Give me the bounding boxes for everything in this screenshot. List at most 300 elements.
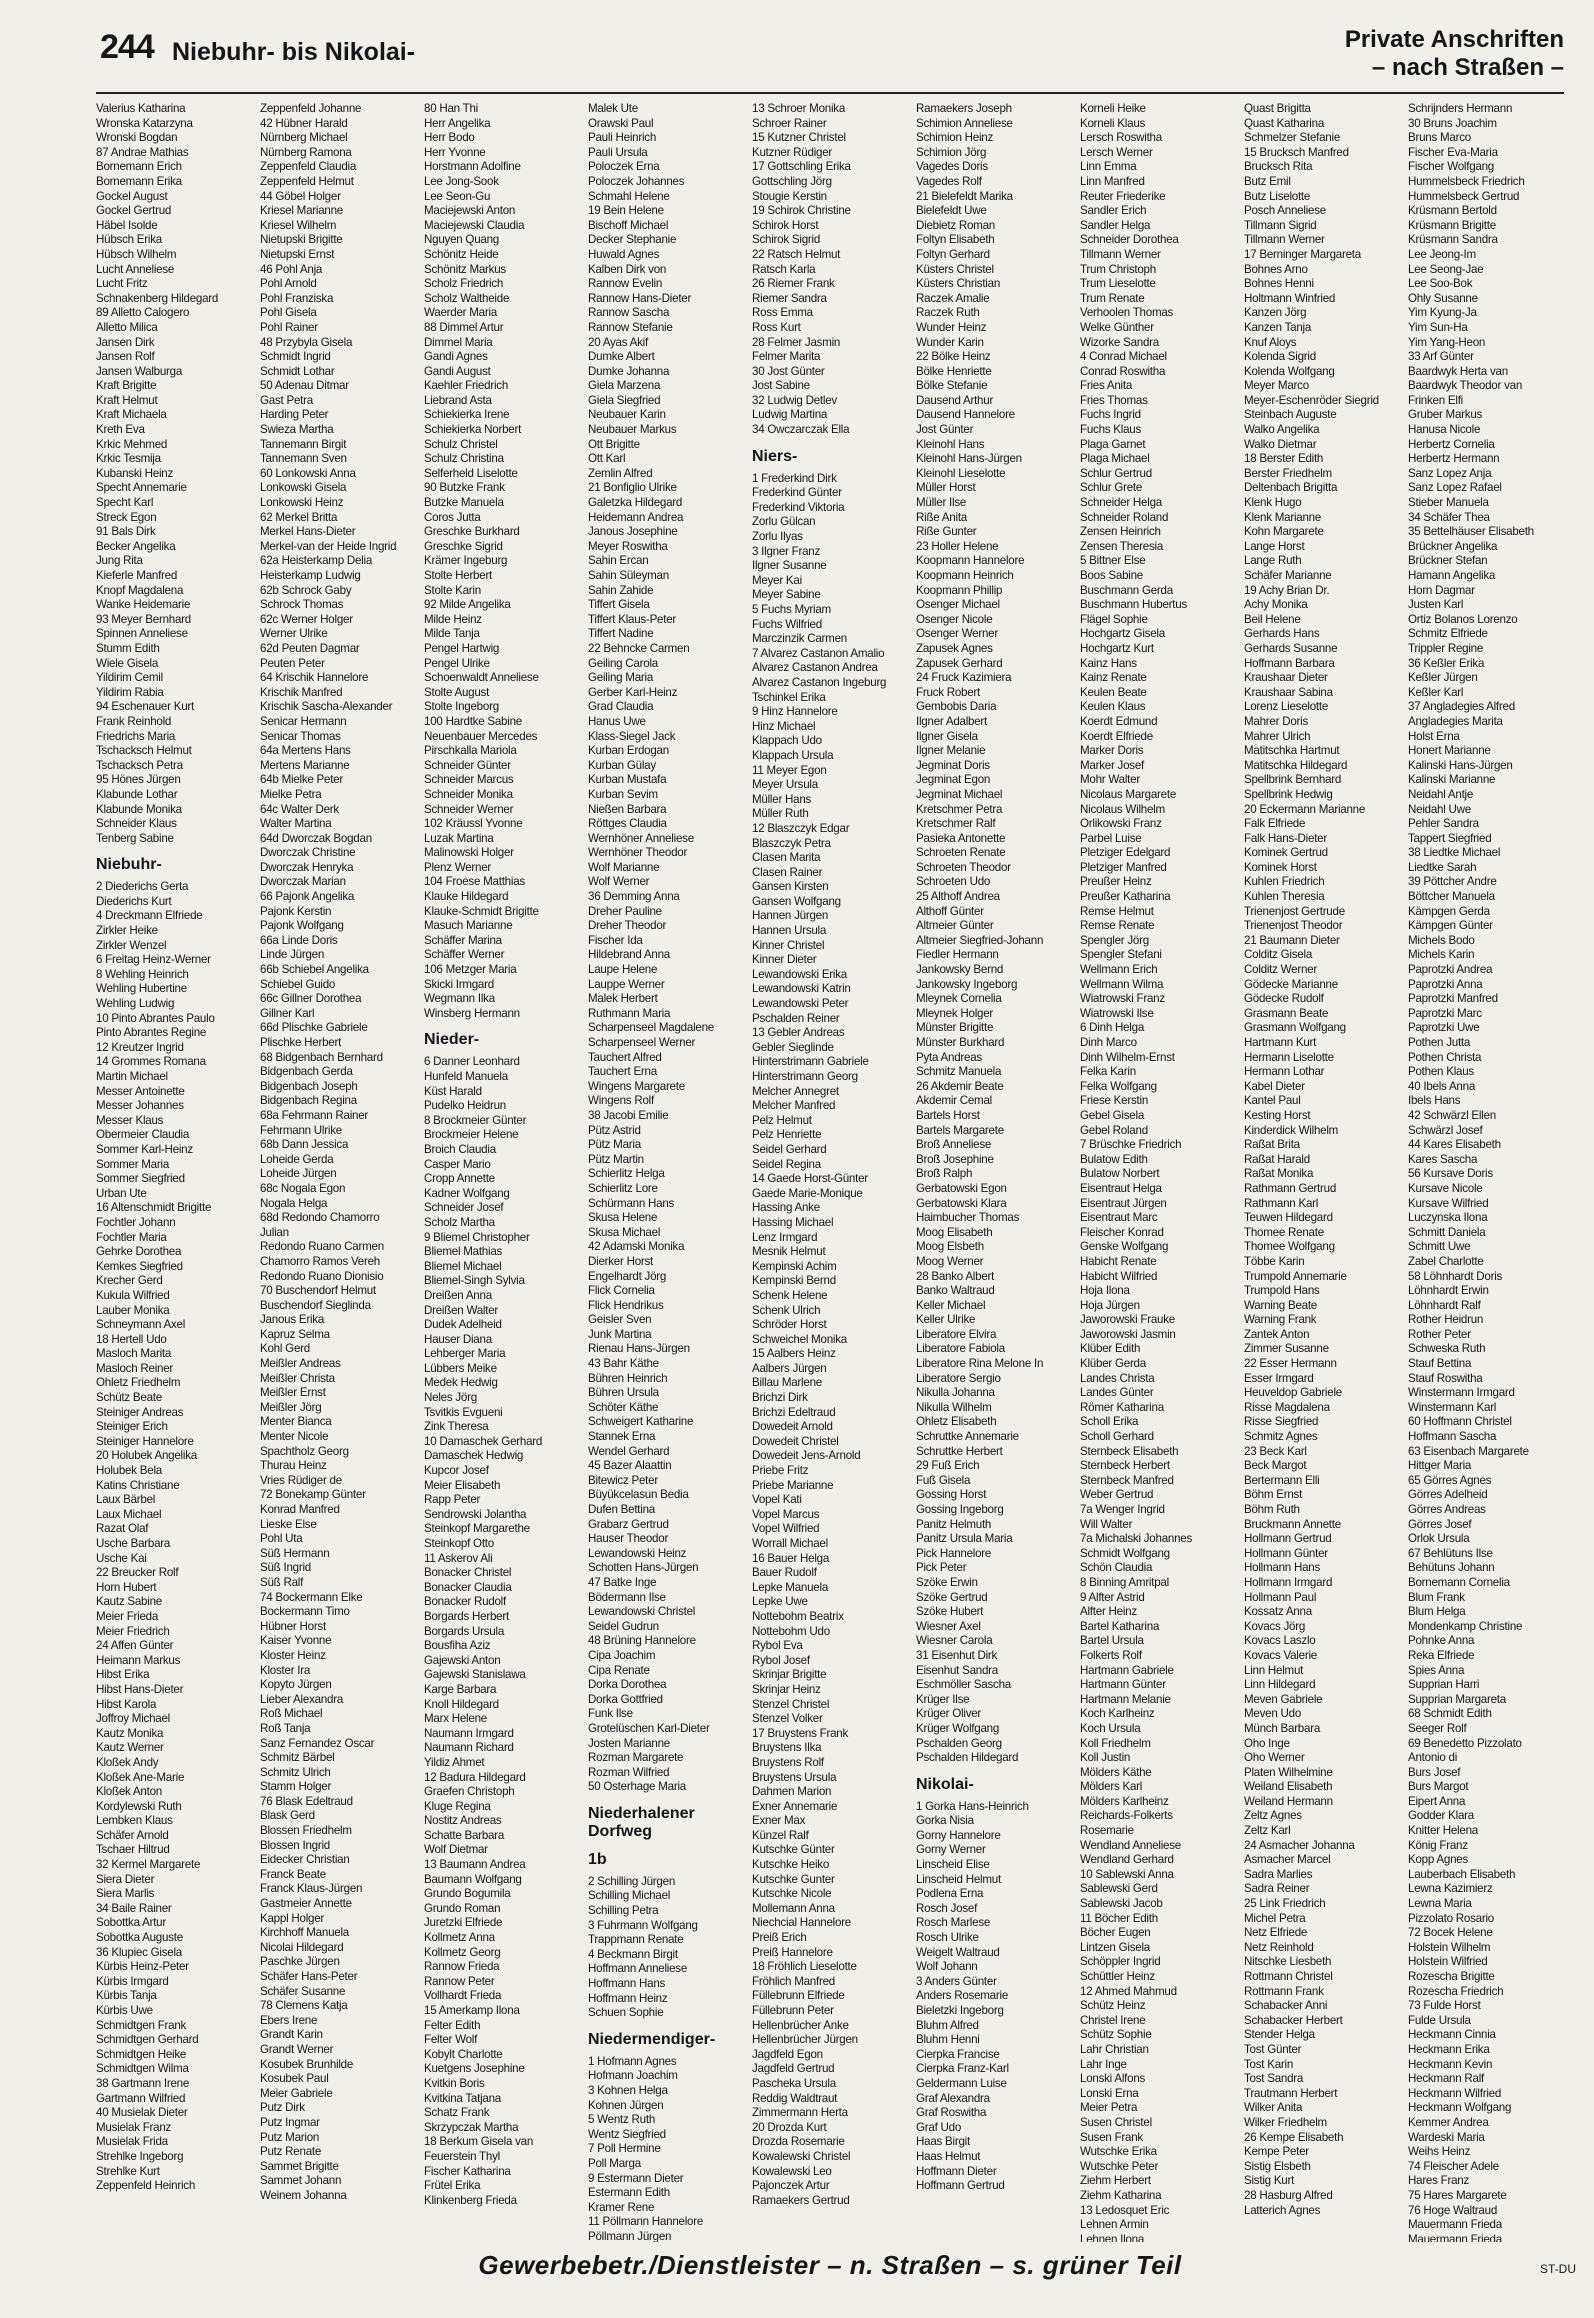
resident-entry: Schenk Helene [752, 1288, 828, 1302]
resident-entry: 40 Musielak Dieter [96, 2106, 188, 2120]
resident-entry: Kinderdick Wilhelm [1244, 1123, 1339, 1137]
resident-entry: Zeppenfeld Johanne [260, 102, 362, 115]
resident-entry: 30 Jost Günter [752, 364, 825, 378]
resident-entry: Schneider Günter [424, 758, 511, 772]
resident-entry: Blask Gerd [260, 1809, 315, 1823]
resident-entry: Bielefeldt Uwe [916, 204, 987, 218]
resident-entry: Frank Reinhold [96, 714, 172, 728]
resident-entry: Ohletz Elisabeth [916, 1415, 997, 1429]
resident-entry: 76 Blask Edeltraud [260, 1794, 353, 1808]
resident-entry: Nicolai Hildegard [260, 1940, 344, 1954]
resident-entry: Lewandowski Peter [752, 997, 849, 1011]
resident-entry: Baardwyk Theodor van [1408, 379, 1523, 393]
resident-entry: Fulde Ursula [1408, 2013, 1471, 2027]
resident-entry: Tschacksch Helmut [96, 744, 192, 758]
resident-entry: Trum Renate [1080, 291, 1145, 305]
resident-entry: Sablewski Jacob [1080, 1897, 1163, 1911]
resident-entry: Plaga Garnet [1080, 437, 1146, 451]
resident-entry: Panitz Ursula Maria [916, 1532, 1013, 1546]
resident-entry: Stannek Erna [588, 1430, 656, 1444]
resident-entry: Franck Klaus-Jürgen [260, 1882, 363, 1896]
resident-entry: Pirschkalla Mariola [424, 744, 517, 758]
resident-entry: Schruttke Herbert [916, 1444, 1003, 1458]
resident-entry: Fruck Robert [916, 685, 981, 699]
resident-entry: Ott Karl [588, 452, 626, 466]
resident-entry: 30 Bruns Joachim [1408, 116, 1497, 130]
resident-entry: Michel Petra [1244, 1911, 1306, 1925]
resident-entry: 92 Milde Angelika [424, 598, 511, 612]
resident-entry: Sahin Zahide [588, 583, 654, 597]
resident-entry: 2 Diederichs Gerta [96, 880, 189, 894]
resident-entry: 66a Linde Doris [260, 933, 338, 947]
resident-entry: Gorny Werner [916, 1843, 986, 1857]
resident-entry: Messer Klaus [96, 1113, 164, 1127]
resident-entry: Gajewski Stanislawa [424, 1668, 526, 1682]
resident-entry: Schatte Barbara [424, 1828, 505, 1842]
resident-entry: Wernhöner Anneliese [588, 831, 694, 845]
resident-entry: Schönitz Heide [424, 247, 499, 261]
resident-entry: Niechcial Hannelore [752, 1916, 852, 1930]
resident-entry: Lewandowski Christel [588, 1605, 696, 1619]
resident-entry: Bulatow Edith [1080, 1152, 1148, 1166]
resident-entry: Stougie Kerstin [752, 189, 827, 203]
resident-entry: Meyer Roswitha [588, 539, 668, 553]
resident-entry: Horstmann Adolfine [424, 160, 521, 174]
resident-entry: Ohletz Friedhelm [96, 1376, 181, 1390]
resident-entry: 76 Hoge Waltraud [1408, 2203, 1498, 2217]
resident-entry: Dowedeit Jens-Arnold [752, 1449, 861, 1463]
resident-entry: Schierlitz Lore [588, 1181, 658, 1195]
resident-entry: 106 Metzger Maria [424, 963, 517, 977]
resident-entry: Zorlu Gülcan [752, 515, 816, 529]
resident-entry: 40 Ibels Anna [1408, 1079, 1476, 1093]
resident-entry: Fuchs Ingrid [1080, 408, 1141, 422]
resident-entry: Kleinohl Hans-Jürgen [916, 452, 1022, 466]
resident-entry: 13 Baumann Andrea [424, 1858, 526, 1872]
resident-entry: 102 Kräussl Yvonne [424, 817, 523, 831]
directory-column [1244, 102, 1400, 2242]
resident-entry: Knitter Helena [1408, 1824, 1478, 1838]
resident-entry: Gorka Nisia [916, 1814, 974, 1828]
resident-entry: 39 Pöttcher Andre [1408, 875, 1497, 889]
resident-entry: Moog Werner [916, 1254, 984, 1268]
resident-entry: Sobottka Auguste [96, 1931, 183, 1945]
resident-entry: 48 Brüning Hannelore [588, 1634, 696, 1648]
resident-entry: Hoja Jürgen [1080, 1298, 1140, 1312]
resident-entry: Skusa Helene [588, 1211, 658, 1225]
resident-entry: Tost Karin [1244, 2057, 1294, 2071]
resident-entry: Krkic Tesmija [96, 452, 161, 466]
resident-entry: Holstein Wilhelm [1408, 1940, 1491, 1954]
resident-entry: Razat Olaf [96, 1522, 149, 1536]
resident-entry: Jegminat Egon [916, 773, 991, 787]
resident-entry: Hoffmann Sascha [1408, 1430, 1497, 1444]
resident-entry: Nikulla Johanna [916, 1386, 995, 1400]
resident-entry: Stamm Holger [260, 1780, 332, 1794]
resident-entry: 66b Schiebel Angelika [260, 963, 369, 977]
resident-entry: Kürbis Heinz-Peter [96, 1960, 189, 1974]
resident-entry: Lieske Else [260, 1517, 317, 1531]
resident-entry: Fuß Gisela [916, 1473, 971, 1487]
resident-entry: Genske Wolfgang [1080, 1240, 1169, 1254]
resident-entry: Hochgartz Kurt [1080, 641, 1154, 655]
resident-entry: Kleinohl Lieselotte [916, 466, 1006, 480]
resident-entry: Dinh Marco [1080, 1036, 1137, 1049]
resident-entry: Lübbers Meike [424, 1361, 497, 1375]
resident-entry: Sommer Maria [96, 1157, 170, 1171]
resident-entry: Kautz Werner [96, 1741, 164, 1755]
resident-entry: Meyer Marco [1244, 379, 1309, 393]
resident-entry: Damaschek Hedwig [424, 1449, 524, 1463]
resident-entry: Schimion Heinz [916, 131, 994, 145]
resident-entry: Lange Horst [1244, 539, 1305, 553]
resident-entry: Kovacs Jörg [1244, 1619, 1306, 1633]
directory-column [916, 102, 1072, 2242]
resident-entry: 38 Gartmann Irene [96, 2076, 190, 2090]
resident-entry: Kares Sascha [1408, 1152, 1478, 1166]
resident-entry: Maciejewski Claudia [424, 218, 525, 232]
resident-entry: 68b Dann Jessica [260, 1138, 349, 1152]
resident-entry: Cipa Renate [588, 1663, 650, 1677]
resident-entry: Will Walter [1080, 1517, 1133, 1531]
resident-entry: Putz Renate [260, 2145, 322, 2159]
resident-entry: 100 Hardtke Sabine [424, 714, 522, 728]
resident-entry: Kraushaar Dieter [1244, 671, 1328, 685]
resident-entry: Zirkler Heike [96, 924, 158, 938]
resident-entry: Burs Josef [1408, 1765, 1461, 1779]
resident-entry: Wingens Rolf [588, 1094, 654, 1108]
resident-entry: Laux Michael [96, 1507, 162, 1521]
resident-entry: Schneider Helga [1080, 496, 1162, 510]
resident-entry: 8 Brockmeier Günter [424, 1113, 527, 1127]
resident-entry: Hoffmann Gertrud [916, 2179, 1005, 2193]
resident-entry: Tauchert Alfred [588, 1050, 662, 1064]
resident-entry: Müller Horst [916, 481, 976, 495]
resident-entry: Trum Lieselotte [1080, 277, 1156, 291]
resident-entry: Hermann Lothar [1244, 1065, 1325, 1079]
resident-entry: Koch Ursula [1080, 1721, 1141, 1735]
resident-entry: Kriesel Wilhelm [260, 218, 337, 232]
resident-entry: Pschalden Hildegard [916, 1751, 1019, 1765]
resident-entry: Kraft Helmut [96, 393, 158, 407]
resident-entry: Bornemann Erich [96, 160, 182, 174]
resident-entry: Plenz Werner [424, 860, 492, 874]
resident-entry: Greschke Burkhard [424, 525, 520, 539]
resident-entry: Heckmann Wolfgang [1408, 2101, 1512, 2115]
resident-entry: Zapusek Gerhard [916, 656, 1003, 670]
resident-entry: Specht Karl [96, 496, 154, 510]
resident-entry: 25 Althoff Andrea [916, 890, 1000, 904]
resident-entry: 66c Gillner Dorothea [260, 992, 362, 1006]
resident-entry: Krüsmann Bertold [1408, 204, 1497, 218]
resident-entry: Schmitz Manuela [916, 1065, 1002, 1079]
resident-entry: Herbertz Cornelia [1408, 437, 1495, 451]
resident-entry: Dowedeit Christel [752, 1434, 839, 1448]
resident-entry: Netz Elfriede [1244, 1926, 1308, 1940]
resident-entry: Mondenkamp Christine [1408, 1619, 1523, 1633]
resident-entry: Neuenbauer Mercedes [424, 729, 538, 743]
resident-entry: Pasieka Antonette [916, 831, 1006, 845]
resident-entry: 70 Buschendorf Helmut [260, 1284, 376, 1298]
resident-entry: Felka Karin [1080, 1065, 1136, 1079]
resident-entry: Röttges Claudia [588, 817, 667, 831]
resident-entry: Hartmann Melanie [1080, 1692, 1171, 1706]
resident-entry: Schöter Käthe [588, 1400, 659, 1414]
resident-entry: Kleinohl Hans [916, 437, 985, 451]
resident-entry: Kutzner Rüdiger [752, 145, 833, 159]
resident-entry: Michels Bodo [1408, 933, 1475, 947]
resident-entry: 91 Bals Dirk [96, 525, 156, 539]
resident-entry: 104 Froese Matthias [424, 875, 525, 889]
resident-entry: Graf Udo [916, 2120, 962, 2134]
resident-entry: Yim Sun-Ha [1408, 320, 1468, 334]
resident-entry: 5 Fuchs Myriam [752, 603, 831, 616]
resident-entry: Lauber Monika [96, 1303, 170, 1317]
resident-entry: Schnakenberg Hildegard [96, 291, 219, 305]
resident-entry: Werner Ulrike [260, 627, 328, 641]
resident-entry: 14 Gaede Horst-Günter [752, 1172, 868, 1186]
resident-entry: Kämpgen Günter [1408, 919, 1493, 933]
resident-entry: 69 Benedetto Pizzolato [1408, 1736, 1522, 1750]
resident-entry: Graefen Christoph [424, 1785, 515, 1799]
resident-entry: 48 Przybyla Gisela [260, 335, 353, 349]
resident-entry: Scholz Waltheide [424, 291, 510, 305]
resident-entry: Julian [260, 1225, 289, 1239]
resident-entry: Panitz Helmuth [916, 1517, 992, 1531]
resident-entry: Moog Elsbeth [916, 1240, 984, 1254]
resident-entry: Decker Stephanie [588, 233, 677, 247]
resident-entry: Löhnhardt Erwin [1408, 1284, 1489, 1298]
resident-entry: König Franz [1408, 1838, 1468, 1852]
resident-entry: Fries Anita [1080, 379, 1133, 393]
resident-entry: Nürnberg Ramona [260, 145, 352, 159]
resident-entry: Hermann Liselotte [1244, 1050, 1334, 1064]
page-name-range: Niebuhr- bis Nikolai- [172, 38, 416, 66]
resident-entry: Hellenbrücher Jürgen [752, 2033, 858, 2047]
resident-entry: Linde Jürgen [260, 948, 325, 962]
resident-entry: Kupcor Josef [424, 1464, 489, 1478]
resident-entry: Kantel Paul [1244, 1094, 1301, 1108]
resident-entry: Linn Helmut [1244, 1663, 1304, 1677]
resident-entry: Remse Renate [1080, 919, 1155, 933]
resident-entry: Schäffer Werner [424, 948, 505, 962]
resident-entry: Lauberbach Elisabeth [1408, 1867, 1516, 1881]
resident-entry: Lee Seong-Jae [1408, 262, 1484, 276]
resident-entry: 26 Akdemir Beate [916, 1079, 1004, 1093]
resident-entry: Mollemann Anna [752, 1901, 835, 1915]
resident-entry: Schilling Michael [588, 1889, 671, 1903]
resident-entry: Schweska Ruth [1408, 1342, 1486, 1356]
resident-entry: Scholz Martha [424, 1215, 495, 1229]
resident-entry: 18 Fröhlich Lieselotte [752, 1960, 857, 1974]
resident-entry: Rathmann Gertrud [1244, 1181, 1337, 1195]
resident-entry: Wentz Siegfried [588, 2127, 666, 2141]
resident-entry: Vopel Kati [752, 1493, 802, 1507]
resident-entry: Matitschka Hildegard [1244, 758, 1348, 772]
resident-entry: Exner Annemarie [752, 1799, 838, 1813]
resident-entry: Stenzel Christel [752, 1697, 830, 1711]
resident-entry: Konrad Manfred [260, 1503, 340, 1516]
resident-entry: Bartels Margarete [916, 1123, 1004, 1137]
resident-entry: Jost Sabine [752, 379, 810, 393]
resident-entry: Asmacher Marcel [1244, 1853, 1331, 1867]
resident-entry: Bruns Marco [1408, 131, 1471, 145]
resident-entry: Schäfer Susanne [260, 1984, 346, 1998]
resident-entry: Grasmann Beate [1244, 1006, 1329, 1020]
resident-entry: 19 Bein Helene [588, 204, 664, 218]
resident-entry: 42 Adamski Monika [588, 1240, 685, 1254]
resident-entry: Riemer Sandra [752, 291, 827, 305]
resident-entry: 17 Gottschling Erika [752, 160, 851, 174]
resident-entry: Mölders Karl [1080, 1780, 1143, 1794]
resident-entry: 36 Klupiec Gisela [96, 1945, 182, 1959]
resident-entry: Pajonk Wolfgang [260, 919, 344, 933]
resident-entry: 4 Beckmann Birgit [588, 1947, 678, 1961]
resident-entry: Heisterkamp Ludwig [260, 569, 361, 582]
resident-entry: Senicar Hermann [260, 714, 347, 728]
resident-entry: Posch Anneliese [1244, 204, 1326, 218]
resident-entry: Wolf Werner [588, 875, 650, 889]
resident-entry: Hibst Erika [96, 1668, 150, 1682]
resident-entry: 28 Hasburg Alfred [1244, 2188, 1333, 2202]
resident-entry: Münch Barbara [1244, 1721, 1321, 1735]
resident-entry: Usche Barbara [96, 1537, 171, 1550]
resident-entry: Mahrer Ulrich [1244, 729, 1311, 743]
resident-entry: Bühren Heinrich [588, 1371, 668, 1385]
resident-entry: Ross Emma [752, 306, 813, 320]
resident-entry: Meißler Jörg [260, 1400, 322, 1414]
resident-entry: Trienenjost Theodor [1244, 919, 1343, 933]
resident-entry: Lieber Alexandra [260, 1692, 344, 1706]
resident-entry: Kramer Rene [588, 2200, 655, 2214]
resident-entry: Broß Ralph [916, 1167, 973, 1181]
resident-entry: 95 Hönes Jürgen [96, 773, 181, 787]
resident-entry: Blaszczyk Petra [752, 836, 831, 850]
resident-entry: Bartel Katharina [1080, 1619, 1160, 1633]
resident-entry: Giela Siegfried [588, 393, 661, 407]
resident-entry: Rozescha Friedrich [1408, 1984, 1504, 1998]
resident-entry: Pehler Sandra [1408, 817, 1479, 831]
resident-entry: Marx Helene [424, 1712, 487, 1726]
resident-entry: Poloczek Erna [588, 160, 660, 174]
resident-entry: Gajewski Anton [424, 1653, 501, 1667]
resident-entry: Keller Michael [916, 1298, 986, 1312]
resident-entry: Drozda Rosemarie [752, 2135, 845, 2149]
resident-entry: Fischer Wolfgang [1408, 160, 1494, 174]
resident-entry: 36 Demming Anna [588, 890, 680, 904]
resident-entry: 22 Bölke Heinz [916, 350, 991, 364]
resident-entry: Kinner Christel [752, 938, 825, 952]
resident-entry: Gossing Horst [916, 1488, 987, 1502]
resident-entry: Szöke Erwin [916, 1575, 978, 1589]
resident-entry: Zeppenfeld Claudia [260, 160, 357, 174]
resident-entry: Schilling Petra [588, 1904, 659, 1918]
resident-entry: Hauser Theodor [588, 1532, 669, 1546]
section-title-line2: – nach Straßen – [1371, 54, 1564, 81]
resident-entry: Bornemann Cornelia [1408, 1575, 1510, 1589]
header-rule [96, 92, 1564, 94]
resident-entry: Hanusa Nicole [1408, 423, 1481, 437]
resident-entry: Sablewski Gerd [1080, 1882, 1158, 1896]
resident-entry: Hummelsbeck Friedrich [1408, 174, 1525, 188]
resident-entry: Frütel Erika [424, 2179, 481, 2193]
resident-entry: Rottmann Christel [1244, 1970, 1333, 1983]
resident-entry: 42 Hübner Harald [260, 116, 348, 130]
resident-entry: 3 Ilgner Franz [752, 544, 821, 558]
resident-entry: Wizorke Sandra [1080, 335, 1159, 349]
resident-entry: Krüger Ilse [916, 1692, 970, 1706]
resident-entry: Worrall Michael [752, 1537, 828, 1550]
resident-entry: Clasen Rainer [752, 865, 823, 879]
resident-entry: Pick Hannelore [916, 1546, 992, 1560]
resident-entry: Risse Siegfried [1244, 1415, 1319, 1429]
resident-entry: Senicar Thomas [260, 729, 341, 743]
resident-entry: Thomee Renate [1244, 1225, 1324, 1239]
resident-entry: Heuveldop Gabriele [1244, 1386, 1342, 1400]
resident-entry: Nietupski Ernst [260, 247, 335, 261]
resident-entry: Schröder Horst [752, 1318, 827, 1332]
resident-entry: Coros Jutta [424, 510, 481, 524]
resident-entry: Rannow Stefanie [588, 320, 673, 334]
resident-entry: Schmidtgen Heike [96, 2047, 187, 2061]
resident-entry: Flick Hendrikus [588, 1298, 664, 1312]
resident-entry: 11 Askerov Ali [424, 1551, 493, 1565]
resident-entry: 12 Ahmed Mahmud [1080, 1984, 1177, 1998]
resident-entry: Kieferle Manfred [96, 569, 178, 582]
resident-entry: Kemmer Andrea [1408, 2115, 1489, 2129]
resident-entry: Gehrke Dorothea [96, 1245, 182, 1259]
resident-entry: Böttcher Manuela [1408, 890, 1495, 904]
resident-entry: Risse Magdalena [1244, 1400, 1330, 1414]
resident-entry: Bousfiha Aziz [424, 1639, 491, 1653]
resident-entry: Gillner Karl [260, 1006, 315, 1020]
resident-entry: Kretschmer Ralf [916, 817, 996, 831]
resident-entry: Liberatore Fabiola [916, 1342, 1005, 1356]
resident-entry: Zapusek Agnes [916, 641, 993, 655]
resident-entry: 46 Pohl Anja [260, 262, 323, 276]
resident-entry: Frinken Elfi [1408, 393, 1463, 407]
resident-entry: Lehberger Maria [424, 1347, 506, 1361]
resident-entry: Kollmetz Anna [424, 1931, 495, 1945]
resident-entry: Gebler Sieglinde [752, 1040, 834, 1054]
resident-entry: Rybol Josef [752, 1653, 810, 1667]
resident-entry: Foltyn Elisabeth [916, 233, 995, 247]
resident-entry: Hartmann Gabriele [1080, 1663, 1174, 1677]
resident-entry: Krüger Wolfgang [916, 1721, 1000, 1735]
resident-entry: Kurban Mustafa [588, 773, 667, 787]
resident-entry: Zink Theresa [424, 1420, 489, 1434]
resident-entry: Loheide Gerda [260, 1152, 334, 1166]
resident-entry: 8 Wehling Heinrich [96, 967, 189, 981]
resident-entry: Redondo Ruano Carmen [260, 1240, 384, 1254]
resident-entry: Rother Heidrun [1408, 1313, 1484, 1327]
resident-entry: Reddig Waldtraut [752, 2091, 838, 2105]
resident-entry: Brockmeier Helene [424, 1128, 519, 1142]
resident-entry: Heidemann Andrea [588, 510, 684, 524]
resident-entry: Pohl Rainer [260, 320, 318, 334]
resident-entry: Häbel Isolde [96, 218, 158, 232]
resident-entry: Frederkind Günter [752, 486, 842, 500]
resident-entry: Brichzi Dirk [752, 1391, 808, 1405]
resident-entry: Tiffert Nadine [588, 627, 654, 641]
resident-entry: 11 Böcher Edith [1080, 1911, 1158, 1925]
resident-entry: Dumke Johanna [588, 364, 670, 378]
resident-entry: Grabarz Gertrud [588, 1517, 669, 1531]
resident-entry: Meißler Christa [260, 1371, 335, 1385]
resident-entry: Tillmann Werner [1244, 233, 1325, 247]
resident-entry: Schmitz Ulrich [260, 1765, 331, 1779]
resident-entry: Kainz Renate [1080, 671, 1147, 685]
